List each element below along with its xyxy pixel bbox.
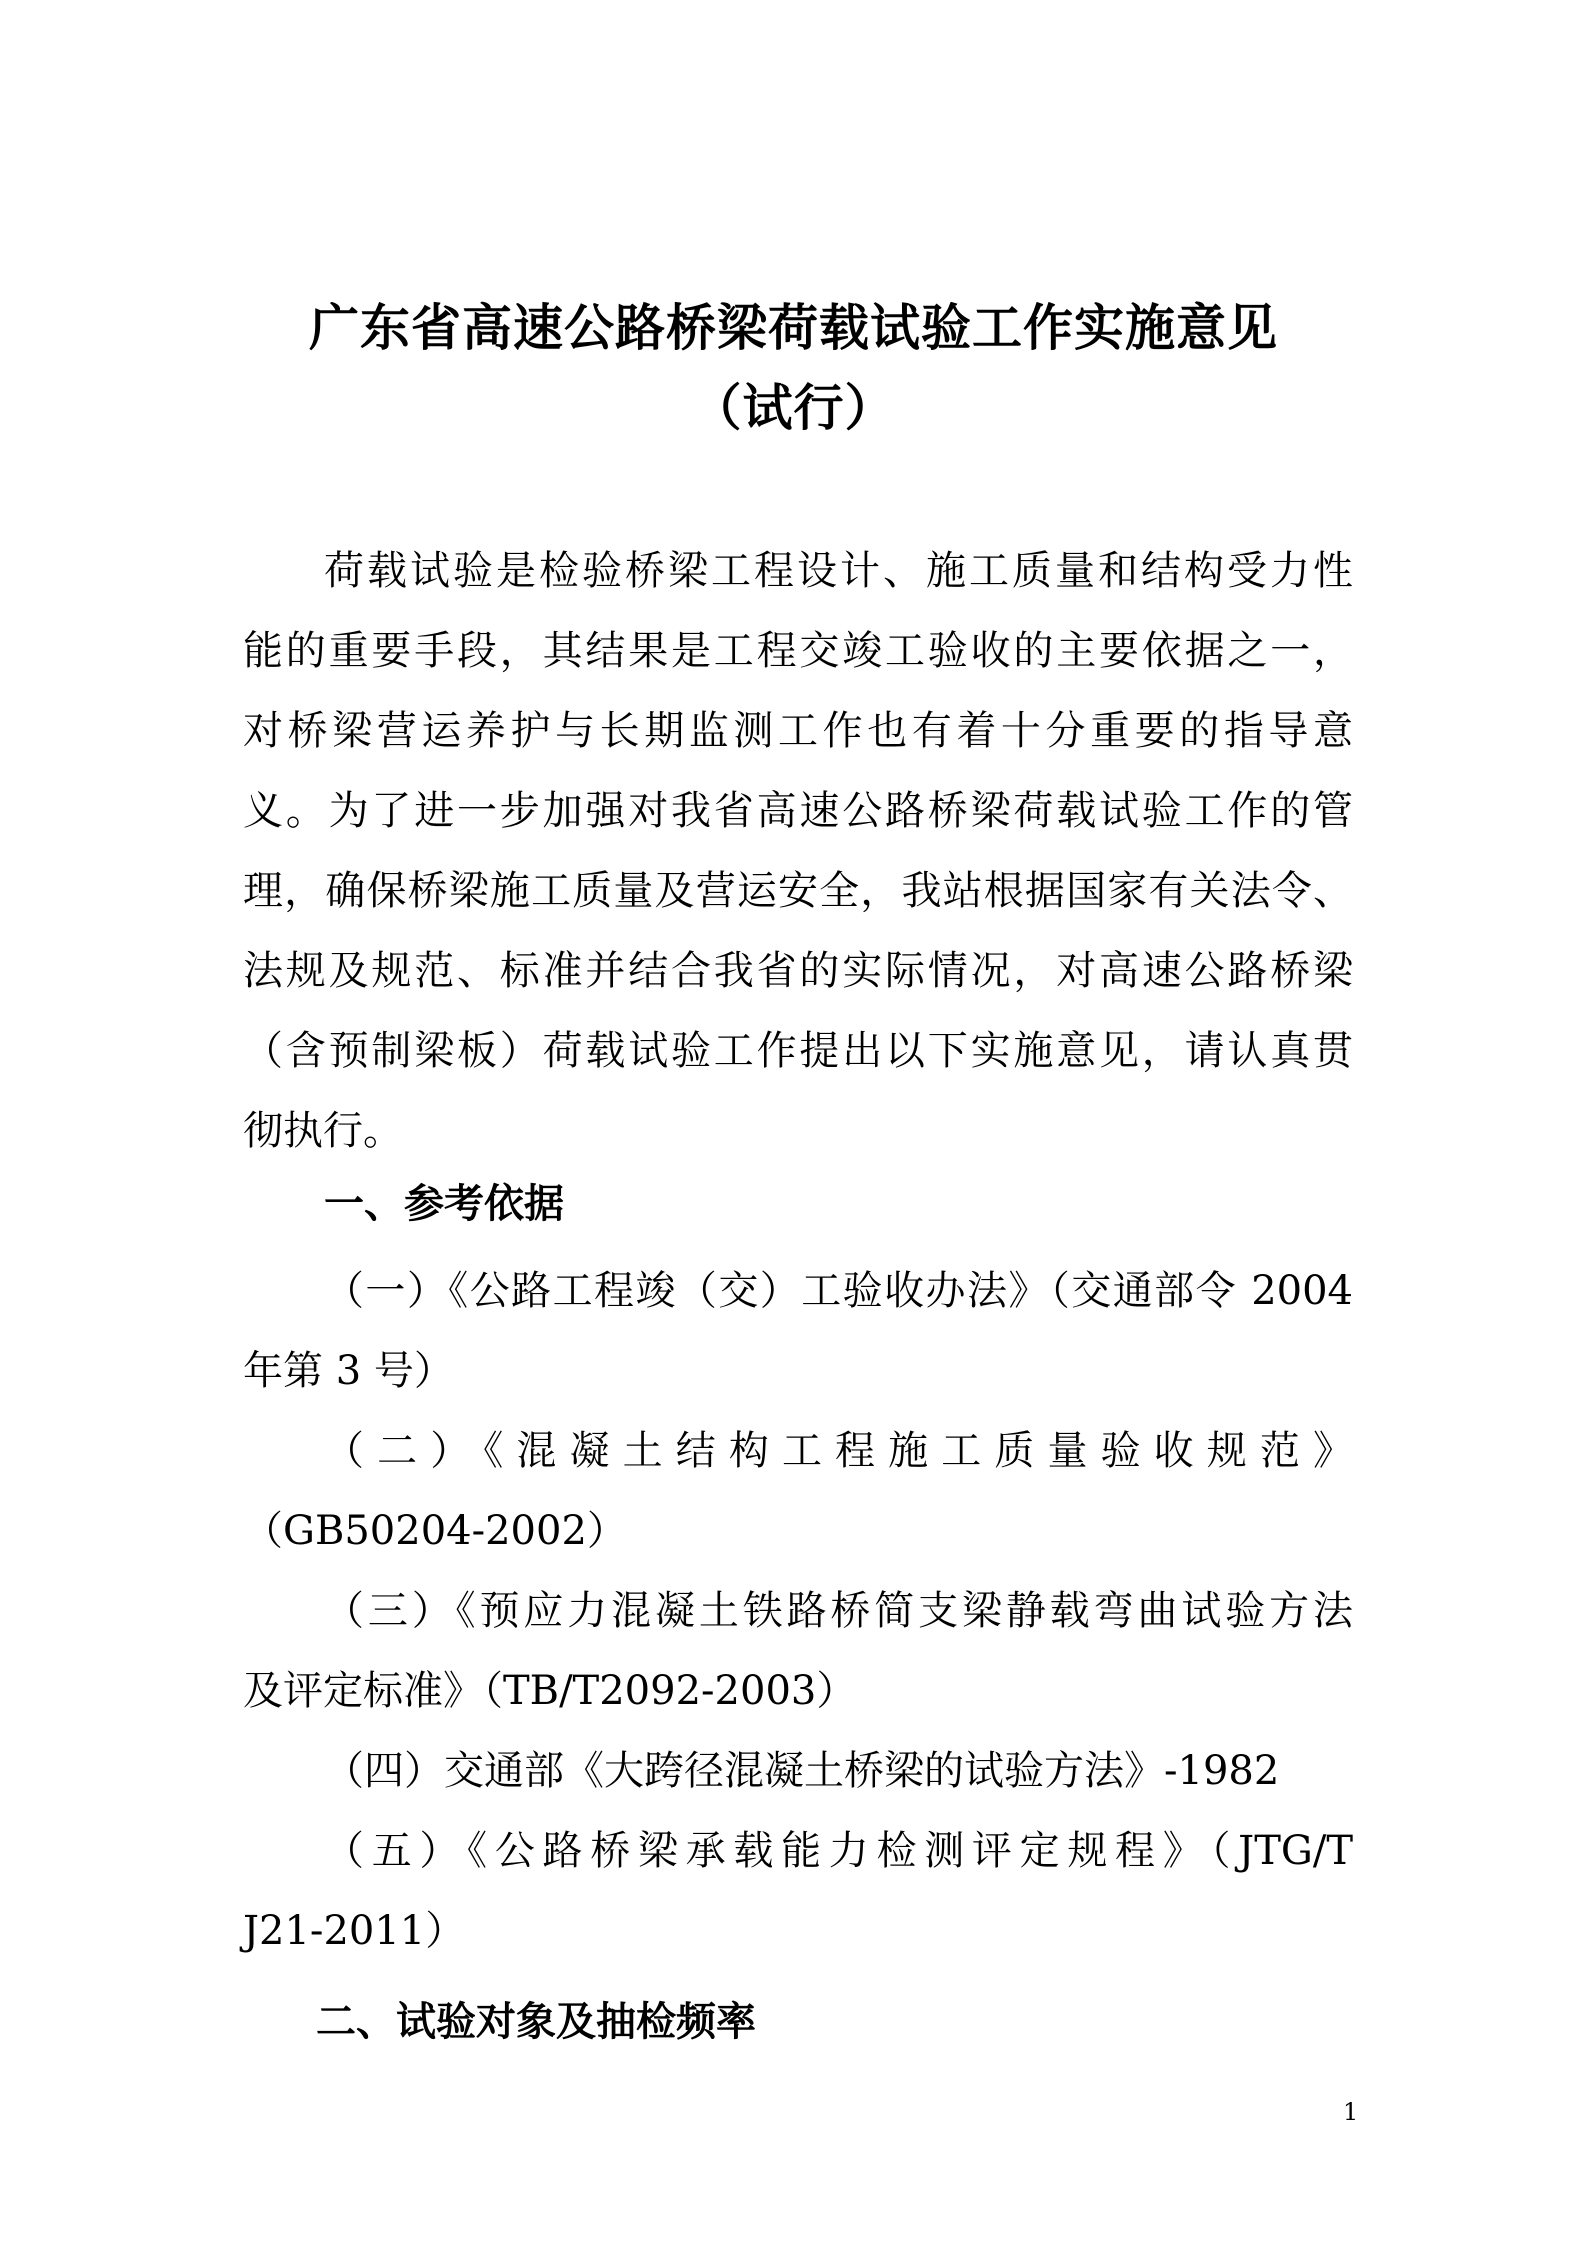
reference-item-continuation: J21-2011） bbox=[243, 1908, 466, 1954]
intro-line: 法规及规范、标准并结合我省的实际情况，对高速公路桥梁 bbox=[243, 948, 1353, 994]
intro-line: 对桥梁营运养护与长期监测工作也有着十分重要的指导意 bbox=[243, 708, 1353, 754]
reference-item-continuation: 年第 3 号） bbox=[243, 1348, 454, 1394]
intro-line: （含预制梁板）荷载试验工作提出以下实施意见，请认真贯 bbox=[243, 1028, 1353, 1074]
section-heading-references: 一、参考依据 bbox=[324, 1181, 564, 1227]
reference-item: （一）《公路工程竣（交）工验收办法》（交通部令 2004 bbox=[324, 1268, 1353, 1314]
reference-item: （五）《公路桥梁承载能力检测评定规程》（JTG/T bbox=[324, 1828, 1353, 1874]
reference-item: （四）交通部《大跨径混凝土桥梁的试验方法》-1982 bbox=[324, 1748, 1280, 1794]
reference-item: （二）《混凝土结构工程施工质量验收规范》 bbox=[324, 1428, 1353, 1474]
intro-line: 理，确保桥梁施工质量及营运安全，我站根据国家有关法令、 bbox=[243, 868, 1353, 914]
document-subtitle: （试行） bbox=[691, 379, 896, 437]
section-heading-test-objects: 二、试验对象及抽检频率 bbox=[316, 1999, 756, 2045]
document-title: 广东省高速公路桥梁荷载试验工作实施意见 bbox=[309, 299, 1278, 357]
reference-item: （三）《预应力混凝土铁路桥简支梁静载弯曲试验方法 bbox=[324, 1588, 1353, 1634]
page-number: 1 bbox=[1343, 2098, 1359, 2126]
reference-item-continuation: （GB50204-2002） bbox=[243, 1508, 627, 1554]
intro-line: 能的重要手段，其结果是工程交竣工验收的主要依据之一， bbox=[243, 628, 1353, 674]
reference-list bbox=[243, 1251, 1353, 1971]
reference-item-continuation: 及评定标准》（TB/T2092-2003） bbox=[243, 1668, 857, 1714]
intro-line: 义。为了进一步加强对我省高速公路桥梁荷载试验工作的管 bbox=[243, 788, 1353, 834]
intro-line: 荷载试验是检验桥梁工程设计、施工质量和结构受力性 bbox=[324, 548, 1353, 594]
intro-paragraph bbox=[243, 531, 1353, 1171]
intro-line: 彻执行。 bbox=[243, 1108, 403, 1154]
